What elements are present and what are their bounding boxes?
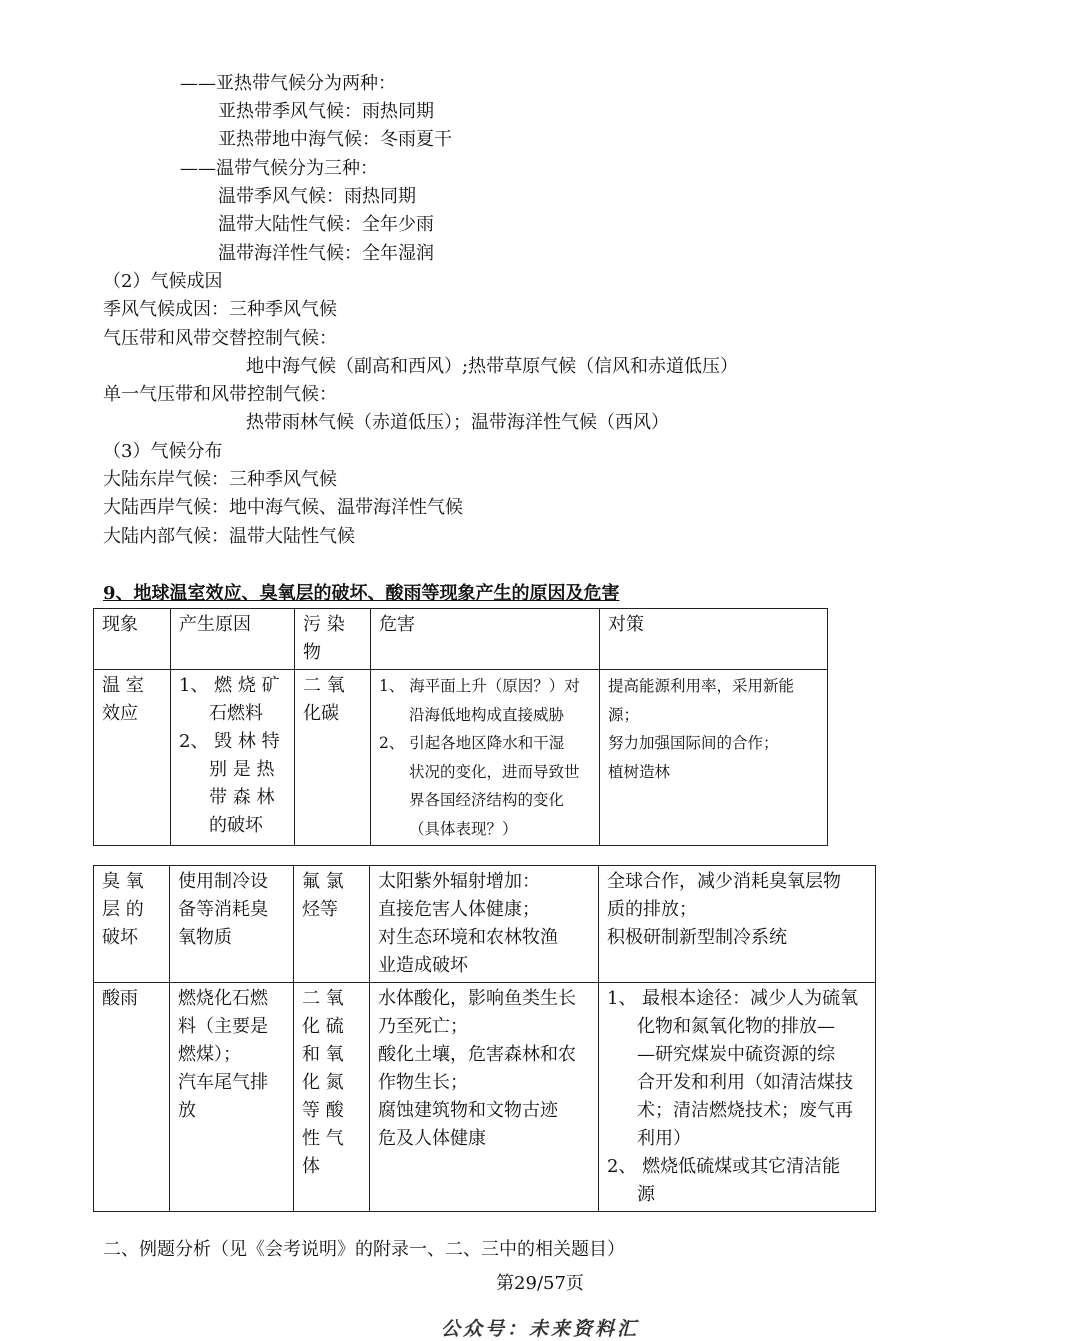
causes-cell (171, 670, 295, 846)
cell-text: 乃至死亡； (378, 1016, 468, 1037)
cell-text: 腐蚀建筑物和文物古迹 (378, 1100, 558, 1121)
header-harm: 危害 (379, 614, 415, 635)
cell-text: 2、 引起各地区降水和干湿 (379, 734, 565, 752)
header-pollutant: 污 染 (303, 614, 345, 635)
cell-text: 作物生长； (378, 1072, 468, 1093)
text-line: 大陆西岸气候：地中海气候、温带海洋性气候 (103, 497, 463, 518)
cell-text: 体 (302, 1156, 320, 1177)
harm-cell (370, 983, 599, 1212)
cell-text: 化物和氮氧化物的排放— (637, 1016, 835, 1037)
example-analysis-line: 二、例题分析（见《会考说明》的附录一、二、三中的相关题目） (103, 1239, 625, 1260)
cell-text: 直接危害人体健康； (378, 899, 540, 920)
cell-text: 源 (637, 1184, 655, 1205)
pollutant-cell (294, 983, 370, 1212)
header-cell (600, 609, 828, 670)
text-line: 单一气压带和风带控制气候： (103, 384, 337, 405)
text-line: 亚热带地中海气候：冬雨夏干 (218, 129, 452, 150)
cell-text: 燃煤）； (178, 1044, 241, 1065)
causes-cell (170, 983, 294, 1212)
cell-text: 酸化土壤，危害森林和农 (378, 1044, 576, 1065)
header-measures: 对策 (608, 614, 644, 635)
phenomenon-cell (94, 670, 171, 846)
phenomenon-cell (94, 866, 170, 983)
cell-text: 性 气 (302, 1128, 344, 1149)
cell-text: 全球合作，减少消耗臭氧层物 (607, 871, 841, 892)
cell-text: 太阳紫外辐射增加： (378, 871, 540, 892)
header-pollutant-2: 物 (303, 642, 321, 663)
cell-text: 烃等 (302, 899, 338, 920)
section-title: 9、地球温室效应、臭氧层的破坏、酸雨等现象产生的原因及危害 (103, 583, 620, 604)
table-row (94, 983, 876, 1212)
cell-text: 对生态环境和农林牧渔 (378, 927, 558, 948)
cell-text: 化 硫 (302, 1016, 344, 1037)
cell-text: 放 (178, 1100, 196, 1121)
cell-text: 利用） (637, 1128, 691, 1149)
measures-cell (599, 866, 876, 983)
cell-text: 料（主要是 (178, 1016, 268, 1037)
harm-cell (371, 670, 600, 846)
text-line: （2）气候成因 (103, 271, 223, 292)
text-line: 温带海洋性气候：全年湿润 (218, 243, 434, 264)
header-cell (94, 609, 171, 670)
cell-text: 1、 燃 烧 矿 (179, 675, 280, 696)
cell-text: 臭 氧 (102, 871, 144, 892)
text-line: 温带季风气候：雨热同期 (218, 186, 416, 207)
cell-text: 状况的变化，进而导致世 (409, 762, 580, 781)
cell-text: —研究煤炭中硫资源的综 (637, 1044, 835, 1065)
cell-text: 和 氧 (302, 1044, 344, 1065)
cell-text: 努力加强国际间的合作； (608, 734, 779, 752)
cell-text: 等 酸 (302, 1100, 344, 1121)
text-line: ——温带气候分为三种： (180, 158, 378, 179)
cell-text: 2、 燃烧低硫煤或其它清洁能 (607, 1156, 841, 1177)
cell-text: 1、 最根本途径：减少人为硫氧 (607, 988, 859, 1009)
cell-text: 化碳 (303, 703, 339, 724)
cell-text: 的破坏 (209, 815, 263, 836)
cell-text: 使用制冷设 (178, 871, 268, 892)
header-cell (295, 609, 371, 670)
table-row (94, 866, 876, 983)
text-line: 大陆东岸气候：三种季风气候 (103, 469, 337, 490)
cell-text: 氟 氯 (302, 871, 344, 892)
page-number: 第29/57页 (496, 1273, 584, 1294)
text-line: 亚热带季风气候：雨热同期 (218, 101, 434, 122)
text-line: 地中海气候（副高和西风）;热带草原气候（信风和赤道低压） (246, 356, 739, 377)
cell-text: 备等消耗臭 (178, 899, 268, 920)
text-line: （3）气候分布 (103, 441, 223, 462)
cell-text: 二 氧 (302, 988, 344, 1009)
cell-text: 2、 毁 林 特 (179, 731, 280, 752)
cell-text: 术；清洁燃烧技术；废气再 (637, 1100, 853, 1121)
measures-cell (600, 670, 828, 846)
cell-text: 界各国经济结构的变化 (409, 791, 565, 809)
pollutant-cell (294, 866, 370, 983)
cell-text: 层 的 (102, 899, 144, 920)
text-line: 季风气候成因：三种季风气候 (103, 299, 337, 320)
phenomenon-cell (94, 983, 170, 1212)
cell-text: 带 森 林 (209, 787, 275, 808)
cell-text: 提高能源利用率，采用新能 (608, 677, 795, 695)
cell-text: 效应 (102, 703, 138, 724)
text-line: 温带大陆性气候：全年少雨 (218, 214, 434, 235)
ozone-acid-table (93, 865, 876, 1212)
cell-text: 二 氧 (303, 675, 345, 696)
text-line: 热带雨林气候（赤道低压）；温带海洋性气候（西风） (246, 412, 669, 433)
cell-text: 化 氮 (302, 1072, 344, 1093)
header-cell (171, 609, 295, 670)
greenhouse-table (93, 608, 828, 846)
measures-cell (599, 983, 876, 1212)
header-cell (371, 609, 600, 670)
cell-text: 1、 海平面上升（原因？）对 (379, 677, 580, 695)
watermark: 公众号：未来资料汇 (440, 1318, 639, 1340)
cell-text: 沿海低地构成直接威胁 (409, 705, 565, 724)
text-line: 大陆内部气候：温带大陆性气候 (103, 526, 355, 547)
harm-cell (370, 866, 599, 983)
table-row (94, 670, 828, 846)
cell-text: 温 室 (102, 675, 144, 696)
cell-text: 破坏 (102, 927, 138, 948)
cell-text: 酸雨 (102, 988, 138, 1009)
text-line: 气压带和风带交替控制气候： (103, 328, 337, 349)
cell-text: 合开发和利用（如清洁煤技 (637, 1072, 853, 1093)
header-causes: 产生原因 (179, 614, 251, 635)
cell-text: 业造成破坏 (378, 955, 468, 976)
cell-text: 质的排放； (607, 899, 697, 920)
cell-text: 积极研制新型制冷系统 (607, 927, 787, 948)
cell-text: 石燃料 (209, 703, 263, 724)
cell-text: 植树造林 (608, 762, 671, 781)
cell-text: （具体表现？） (409, 819, 518, 838)
cell-text: 燃烧化石燃 (178, 988, 268, 1009)
cell-text: 危及人体健康 (378, 1128, 486, 1149)
cell-text: 别 是 热 (209, 759, 275, 780)
cell-text: 汽车尾气排 (178, 1072, 268, 1093)
cell-text: 水体酸化，影响鱼类生长 (378, 988, 576, 1009)
header-phenomenon: 现象 (102, 614, 138, 635)
table-header-row (94, 609, 828, 670)
causes-cell (170, 866, 294, 983)
cell-text: 源； (608, 705, 640, 724)
pollutant-cell (295, 670, 371, 846)
text-line: ——亚热带气候分为两种： (180, 73, 396, 94)
cell-text: 氧物质 (178, 927, 232, 948)
